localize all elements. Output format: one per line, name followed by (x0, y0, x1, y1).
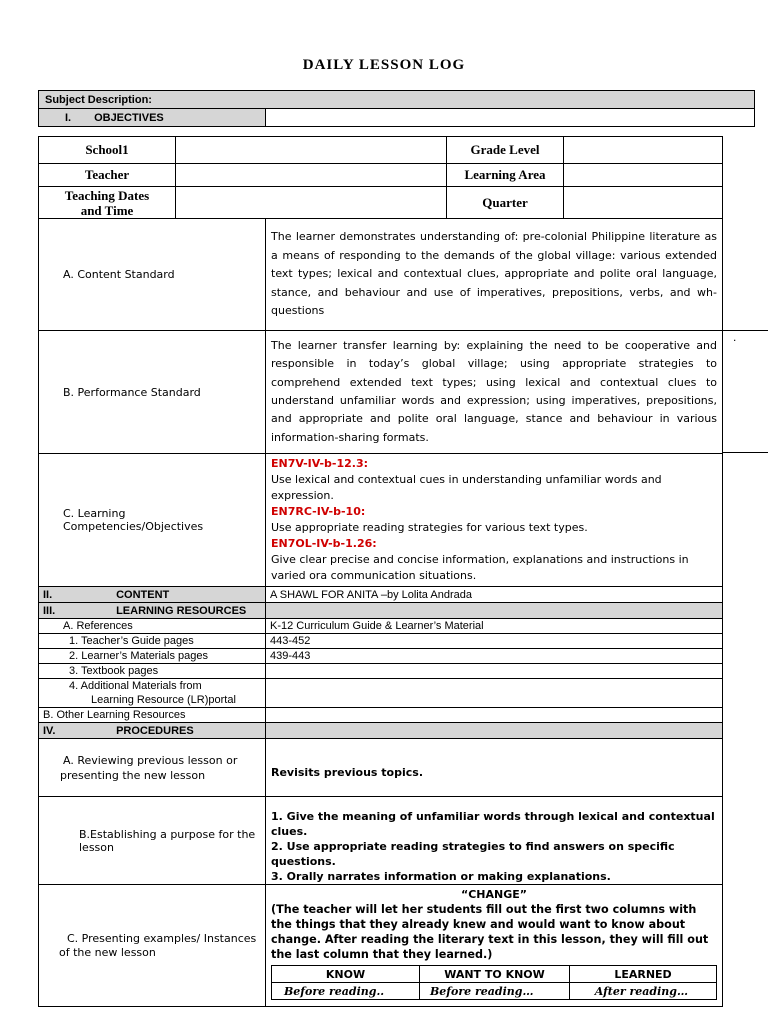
teaching-dates-label (39, 187, 176, 219)
procedures-num: IV. (43, 724, 56, 737)
subject-description-label: Subject Description: (39, 91, 755, 109)
teachers-guide-value: 443-452 (266, 634, 723, 649)
content-standard-label: A. Content Standard (39, 219, 266, 331)
grade-level-value[interactable] (564, 137, 723, 164)
teaching-dates-line1: Teaching Dates (64, 187, 150, 203)
content-num: II. (43, 588, 53, 601)
content-value: A SHAWL FOR ANITA –by Lolita Andrada (266, 587, 723, 603)
objectives-header (39, 109, 266, 127)
reviewing-label-line2: presenting the new lesson (60, 768, 206, 782)
reviewing-label (39, 739, 266, 797)
performance-standard-text: The learner transfer learning by: explaining the need to be cooperative and responsible in today’s global village; using appropriate strategies to comprehend extended text types; using lexical and contextual clues to understand unfamiliar words and expression; using imperatives, prepositions, and appropriate and polite oral language, stance and behaviour in various information-sharing formats. (266, 331, 723, 454)
competency-text: Give clear precise and concise information, explanations and instructions in varied ora communication situations. (271, 553, 689, 582)
page-title: DAILY LESSON LOG (302, 57, 466, 73)
purpose-label-line1: B.Establishing a purpose for the (79, 827, 256, 841)
purpose-item: 1. Give the meaning of unfamiliar words through lexical and contextual clues. (271, 810, 715, 838)
quarter-label: Quarter (447, 187, 564, 219)
content-standard-text: The learner demonstrates understanding of: pre-colonial Philippine literature as a means of responding to the demands of the global village: various extended text types; lexical and contextual clues, appropriate and polite oral language, stance, and behaviour and use of imperatives, prepositions, verbs, and wh-questions (266, 219, 723, 331)
presenting-heading: “CHANGE” (461, 888, 527, 901)
other-resources-label: B. Other Learning Resources (39, 708, 266, 723)
presenting-text: (The teacher will let her students fill out the first two columns with the things that they already knew and would want to know about change. After reading the literary text in this lesson, they will fill out the last column that they learned.) (271, 903, 709, 961)
purpose-list (266, 797, 723, 885)
competency-text: Use appropriate reading strategies for various text types. (271, 521, 588, 534)
kwl-table (271, 965, 717, 1000)
objectives-num: I. (65, 111, 72, 124)
objectives-value (266, 109, 755, 127)
kwl-cell-know[interactable]: Before reading.. (272, 983, 420, 1000)
school-value[interactable] (176, 137, 447, 164)
learning-resources-header (39, 603, 266, 619)
school-label: School1 (39, 137, 176, 164)
learning-resources-label: LEARNING RESOURCES (116, 604, 247, 617)
learning-area-value[interactable] (564, 164, 723, 187)
content-label: CONTENT (116, 588, 170, 601)
teaching-dates-line2: and Time (80, 202, 134, 218)
teacher-value[interactable] (176, 164, 447, 187)
competency-code: EN7RC-IV-b-10: (271, 505, 366, 518)
kwl-header-want: WANT TO KNOW (420, 966, 570, 983)
info-table (38, 136, 723, 219)
teachers-guide-label: 1. Teacher’s Guide pages (39, 634, 266, 649)
reviewing-text: Revisits previous topics. (266, 739, 723, 797)
side-line (723, 452, 768, 453)
competency-code: EN7V-IV-b-12.3: (271, 457, 369, 470)
textbook-label: 3. Textbook pages (39, 664, 266, 679)
presenting-label-line2: of the new lesson (59, 945, 156, 959)
presenting-content (266, 885, 723, 1007)
learners-materials-label: 2. Learner’s Materials pages (39, 649, 266, 664)
content-header (39, 587, 266, 603)
presenting-label (39, 885, 266, 1007)
other-resources-value (266, 708, 723, 723)
additional-materials-line1: 4. Additional Materials from (69, 680, 202, 692)
quarter-value[interactable] (564, 187, 723, 219)
subject-table (38, 90, 755, 127)
objectives-label: OBJECTIVES (94, 111, 164, 124)
kwl-cell-want[interactable]: Before reading… (420, 983, 570, 1000)
learning-area-label: Learning Area (447, 164, 564, 187)
competencies-list (266, 454, 723, 587)
competency-code: EN7OL-IV-b-1.26: (271, 537, 377, 550)
competencies-label: C. Learning Competencies/Objectives (39, 454, 266, 587)
kwl-cell-learned[interactable]: After reading… (570, 983, 717, 1000)
teaching-dates-value[interactable] (176, 187, 447, 219)
textbook-value (266, 664, 723, 679)
references-label: A. References (39, 619, 266, 634)
learning-resources-num: III. (43, 604, 56, 617)
kwl-header-know: KNOW (272, 966, 420, 983)
procedures-header (39, 723, 266, 739)
additional-materials-label (39, 679, 266, 708)
competency-text: Use lexical and contextual cues in understanding unfamiliar words and expression. (271, 473, 662, 502)
reviewing-label-line1: A. Reviewing previous lesson or (63, 753, 238, 767)
presenting-label-line1: C. Presenting examples/ Instances (67, 931, 257, 945)
purpose-item: 2. Use appropriate reading strategies to find answers on specific questions. (271, 840, 675, 868)
grade-level-label: Grade Level (447, 137, 564, 164)
additional-materials-value (266, 679, 723, 708)
procedures-label: PROCEDURES (116, 724, 194, 737)
teacher-label: Teacher (39, 164, 176, 187)
additional-materials-line2: Learning Resource (LR)portal (91, 694, 236, 706)
purpose-label-line2: lesson (79, 840, 114, 854)
side-mark: . (733, 330, 737, 344)
references-value: K-12 Curriculum Guide & Learner’s Material (266, 619, 723, 634)
side-line (723, 330, 768, 331)
performance-standard-label: B. Performance Standard (39, 331, 266, 454)
learners-materials-value: 439-443 (266, 649, 723, 664)
learning-resources-value (266, 603, 723, 619)
procedures-value (266, 723, 723, 739)
purpose-item: 3. Orally narrates information or making explanations. (271, 870, 611, 883)
lesson-table (38, 218, 723, 1007)
purpose-label (39, 797, 266, 885)
kwl-header-learned: LEARNED (570, 966, 717, 983)
